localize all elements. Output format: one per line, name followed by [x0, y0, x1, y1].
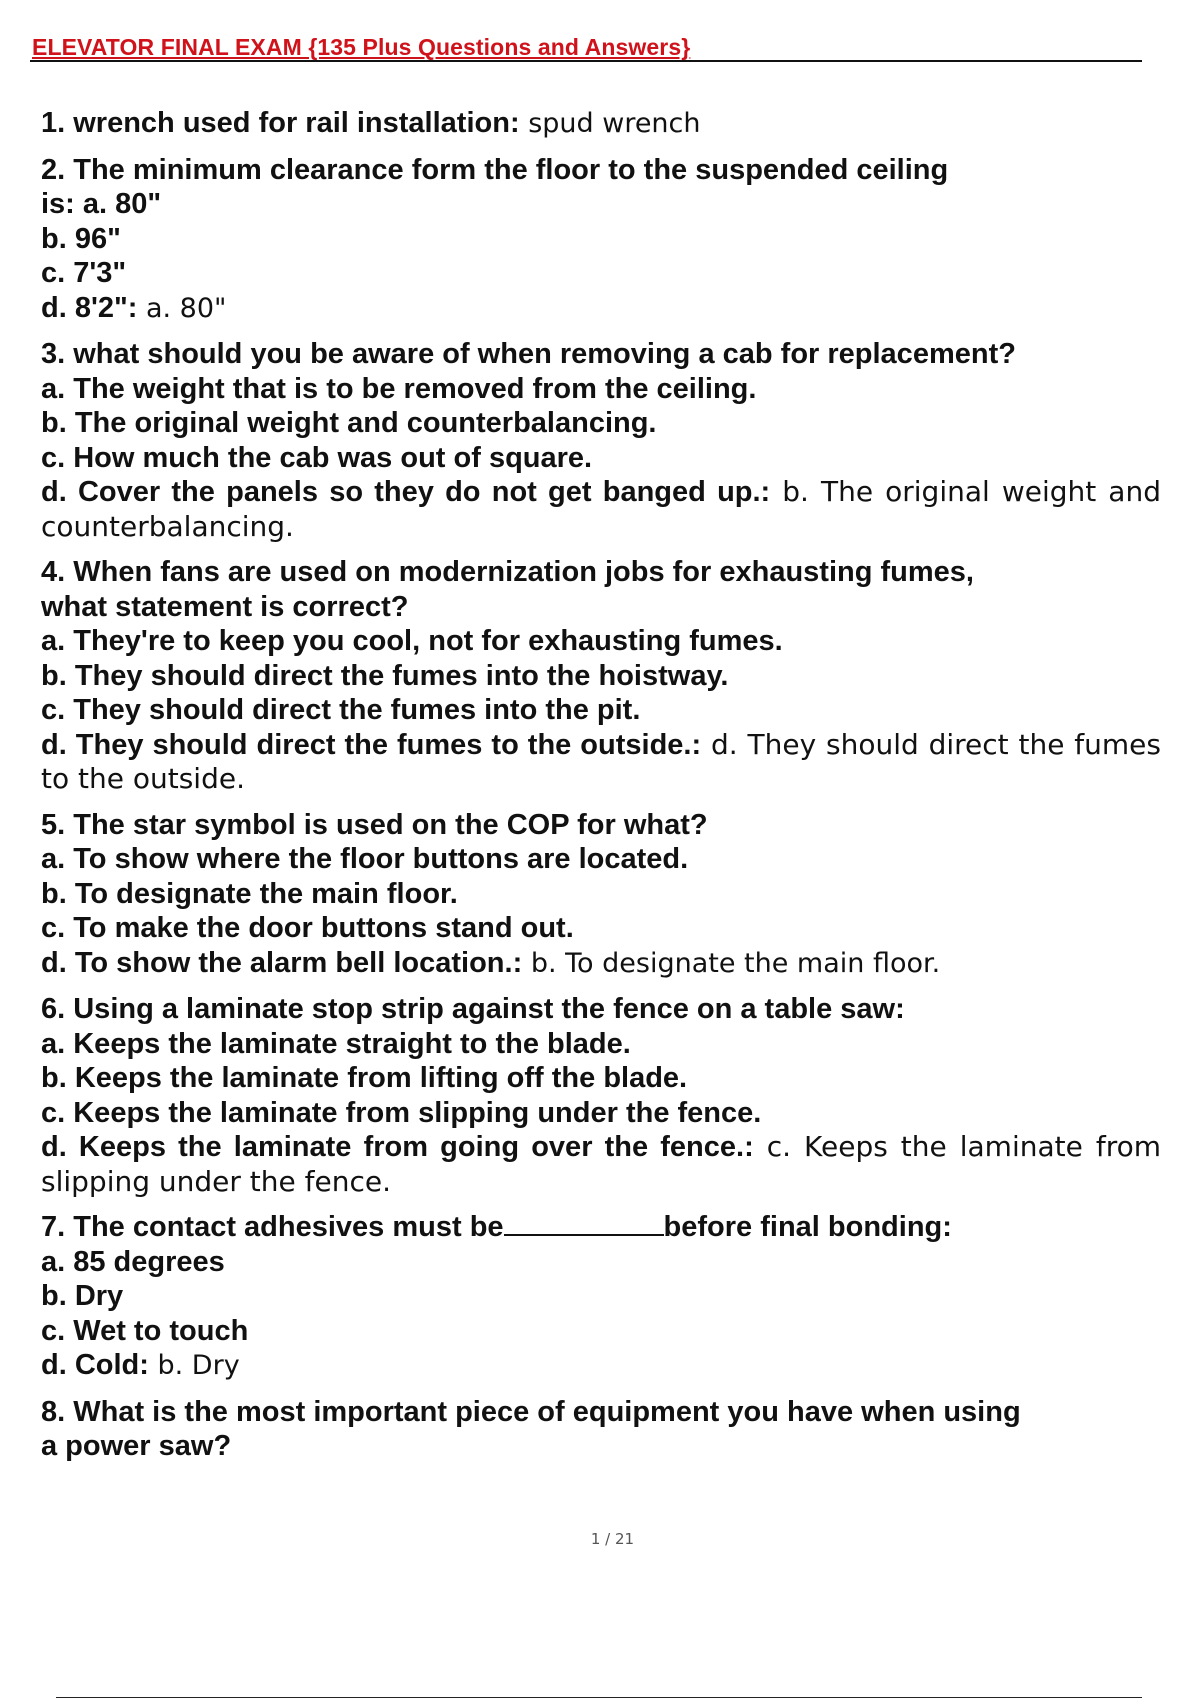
question-option: d. Cover the panels so they do not get banged up.:: [41, 476, 771, 508]
question-option: d. Cold:: [41, 1349, 149, 1381]
question-option: a. They're to keep you cool, not for exhausting fumes.: [41, 625, 783, 657]
question-option: a. The weight that is to be removed from the ceiling.: [41, 372, 757, 405]
question-stem: 5. The star symbol is used on the COP for what?: [41, 808, 708, 841]
question-list: [41, 106, 1161, 1475]
question-option: b. 96": [41, 222, 121, 255]
question-option: a. Keeps the laminate straight to the blade.: [41, 1027, 631, 1060]
question-option: b. To designate the main floor.: [41, 877, 458, 910]
question-stem: a power saw?: [41, 1430, 232, 1462]
question-stem: 6. Using a laminate stop strip against the fence on a table saw:: [41, 993, 905, 1025]
question-stem: 8. What is the most important piece of equipment you have when using: [41, 1395, 1021, 1428]
answer: b. The original weight and counterbalancing.: [41, 475, 1161, 543]
answer: b. Dry: [148, 1350, 240, 1381]
question-option: c. Wet to touch: [41, 1314, 249, 1347]
question-option: a. 85 degrees: [41, 1245, 225, 1278]
question-stem: 7. The contact adhesives must be: [41, 1211, 504, 1243]
footer-rule: [56, 1697, 1142, 1698]
question-stem: 4. When fans are used on modernization jobs for exhausting fumes,: [41, 556, 974, 588]
question-stem: 2. The minimum clearance form the floor to the suspended ceiling: [41, 153, 949, 186]
question-6: [41, 992, 1161, 1199]
question-option: d. To show the alarm bell location.:: [41, 946, 523, 979]
question-stem: what statement is correct?: [41, 590, 409, 623]
fill-in-blank: [504, 1212, 664, 1236]
question-option: c. They should direct the fumes into the pit.: [41, 694, 641, 726]
question-5: [41, 808, 1161, 982]
question-7: [41, 1210, 1161, 1384]
question-option: a. To show where the floor buttons are located.: [41, 843, 689, 875]
question-stem: before final bonding:: [663, 1211, 952, 1243]
question-option: c. To make the door buttons stand out.: [41, 912, 574, 944]
question-2: [41, 153, 1161, 327]
question-option: c. Keeps the laminate from slipping under the fence.: [41, 1096, 762, 1129]
question-4: [41, 555, 1161, 797]
question-option: b. Keeps the laminate from lifting off the blade.: [41, 1062, 688, 1094]
question-option: b. The original weight and counterbalancing.: [41, 407, 657, 439]
answer: c. Keeps the laminate from slipping under the fence.: [41, 1130, 1161, 1198]
question-1: [41, 106, 1161, 142]
question-stem: 3. what should you be aware of when removing a cab for replacement?: [41, 338, 1016, 370]
document-title: ELEVATOR FINAL EXAM {135 Plus Questions and Answers}: [32, 34, 691, 60]
question-option: is: a. 80": [41, 188, 162, 220]
page-number: 1 / 21: [590, 1530, 635, 1548]
question-option: c. How much the cab was out of square.: [41, 441, 593, 474]
question-option: d. They should direct the fumes to the outside.:: [41, 728, 702, 761]
answer: d. They should direct the fumes to the outside.: [41, 727, 1161, 795]
question-8: [41, 1395, 1161, 1464]
question-option: d. Keeps the laminate from going over the fence.:: [41, 1131, 754, 1163]
question-stem: 1. wrench used for rail installation:: [41, 107, 520, 139]
question-option: c. 7'3": [41, 257, 127, 289]
answer: spud wrench: [519, 108, 701, 139]
question-option: d. 8'2":: [41, 291, 138, 324]
question-option: b. Dry: [41, 1280, 124, 1312]
question-option: b. They should direct the fumes into the hoistway.: [41, 659, 729, 692]
answer: b. To designate the main floor.: [522, 947, 941, 979]
question-3: [41, 337, 1161, 544]
answer: a. 80": [137, 292, 227, 324]
